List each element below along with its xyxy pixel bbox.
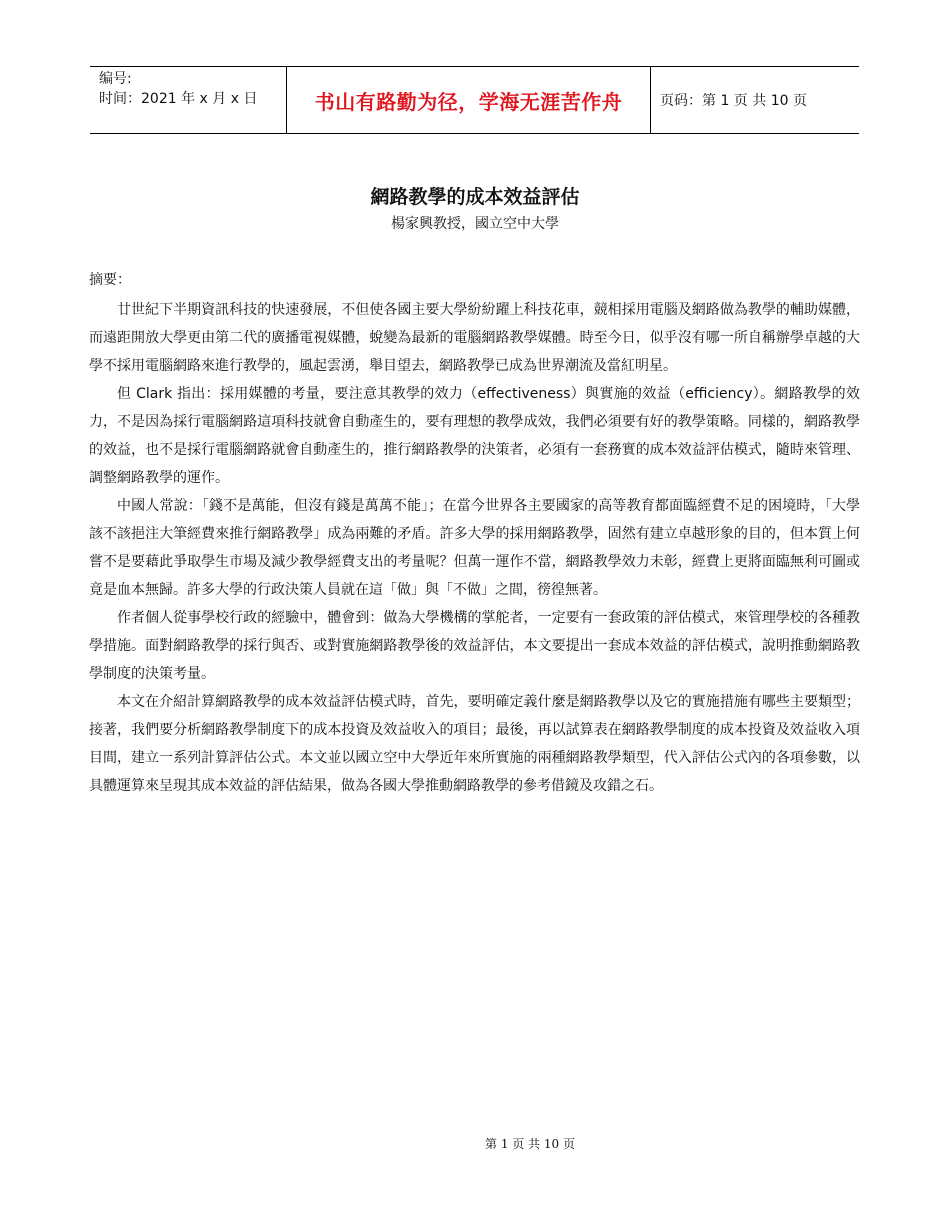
header-motto-cell — [287, 67, 651, 133]
body-paragraph: 中國人常說：「錢不是萬能，但沒有錢是萬萬不能」；在當今世界各主要國家的高等教育都面臨經費不足的困境時，「大學該不該挹注大筆經費來推行網路教學」成為兩難的矛盾。許多大學的採用網路教學，固然有建立卓越形象的目的，但本質上何嘗不是要藉此爭取學生市場及減少教學經費支出的考量呢？但萬一運作不當，網路教學效力未彰，經費上更將面臨無利可圖或竟是血本無歸。許多大學的行政決策人員就在這「做」與「不做」之間，徬徨無著。 — [89, 498, 860, 598]
page-footer — [0, 1136, 950, 1152]
document-title: 網路教學的成本效益評估 — [370, 186, 580, 208]
abstract-label: 摘要： — [89, 272, 131, 288]
document-number-label: 编号: — [99, 71, 132, 87]
header-motto: 书山有路勤为径，学海无涯苦作舟 — [314, 89, 623, 114]
document-author: 楊家興教授，國立空中大學 — [391, 216, 559, 232]
abstract-body — [89, 296, 860, 800]
footer-page-number: 第 1 页 共 10 页 — [485, 1137, 575, 1151]
body-paragraph: 廿世紀下半期資訊科技的快速發展，不但使各國主要大學紛紛躍上科技花車，競相採用電腦及網路做為教學的輔助媒體，而遠距開放大學更由第二代的廣播電視媒體，蛻變為最新的電腦網路教學媒體。時至今日，似乎沒有哪一所自稱辦學卓越的大學不採用電腦網路來進行教學的，風起雲湧，舉目望去，網路教學已成為世界潮流及當紅明星。 — [89, 302, 860, 374]
header-page-info: 页码：第 1 页 共 10 页 — [660, 93, 807, 109]
document-header — [90, 66, 859, 134]
body-paragraph: 本文在介紹計算網路教學的成本效益評估模式時，首先，要明確定義什麼是網路教學以及它的實施措施有哪些主要類型；接著，我們要分析網路教學制度下的成本投資及效益收入的項目；最後，再以試算表在網路教學制度的成本投資及效益收入項目間，建立一系列計算評估公式。本文並以國立空中大學近年來所實施的兩種網路教學類型，代入評估公式內的各項參數，以具體運算來呈現其成本效益的評估結果，做為各國大學推動網路教學的參考借鏡及攻錯之石。 — [89, 694, 860, 794]
body-paragraph: 作者個人從事學校行政的經驗中，體會到：做為大學機構的掌舵者，一定要有一套政策的評估模式，來管理學校的各種教學措施。面對網路教學的採行與否、或對實施網路教學後的效益評估，本文要提出一套成本效益的評估模式，說明推動網路教學制度的決策考量。 — [89, 610, 860, 682]
header-page-cell — [651, 67, 859, 133]
document-time-label: 时间：2021 年 x 月 x 日 — [99, 91, 258, 107]
body-paragraph: 但 Clark 指出：採用媒體的考量，要注意其教學的效力（effectiveness）與實施的效益（efficiency）。網路教學的效力，不是因為採行電腦網路這項科技就會自動產生的，要有理想的教學成效，我們必須要有好的教學策略。同樣的，網路教學的效益，也不是採行電腦網路就會自動產生的，推行網路教學的決策者，必須有一套務實的成本效益評估模式，隨時來管理、調整網路教學的運作。 — [89, 386, 860, 486]
header-meta-cell — [90, 67, 287, 133]
